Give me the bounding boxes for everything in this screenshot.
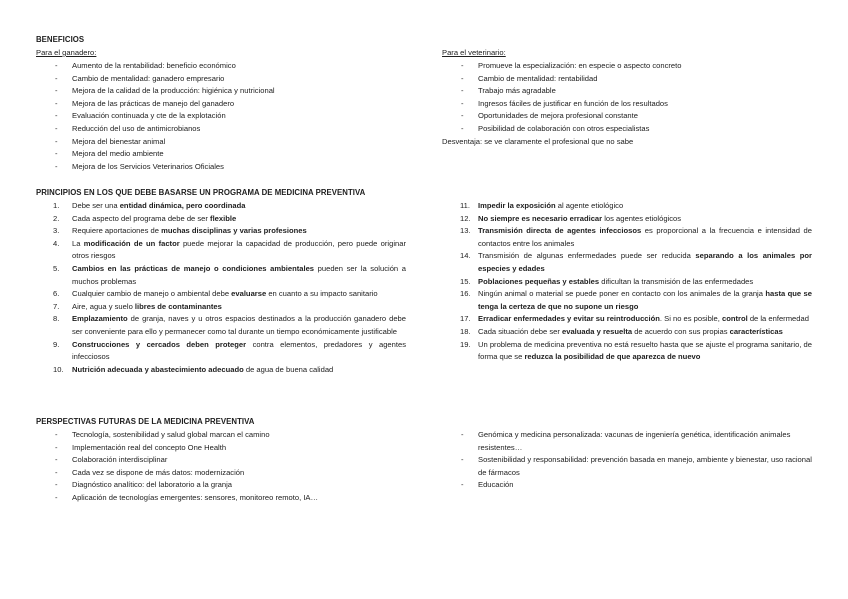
principle-item (442, 313, 812, 326)
item-number: 12. (460, 213, 471, 223)
principle-item (36, 313, 406, 338)
list-item: - Sostenibilidad y responsabilidad: prevención basada en manejo, ambiente y bienestar, uso racional de fármacos (442, 454, 812, 479)
perspectivas-right-list (442, 429, 812, 492)
text: puede mejorar la capacidad de producción, pero puede originar otros riesgos (72, 238, 406, 261)
principle-item (36, 200, 406, 213)
principle-item (442, 225, 812, 250)
bold-text: Nutrición adecuada y abastecimiento adecuado (72, 364, 244, 374)
bold-text: hasta que se tenga la certeza de que no supone un riesgo (478, 289, 812, 311)
bold-text: muchas disciplinas y varias profesiones (161, 226, 307, 236)
item-number: 3. (53, 226, 60, 236)
text: de agua de buena calidad (243, 364, 334, 374)
list-item: - Mejora de la calidad de la producción: higiénica y nutricional (36, 85, 426, 98)
principle-item (442, 326, 812, 339)
item-number: 5. (53, 263, 60, 273)
veterinario-list (442, 60, 822, 136)
item-number: 6. (53, 289, 60, 299)
principle-item (442, 288, 812, 313)
bold-text: flexible (210, 213, 237, 223)
principle-item (442, 339, 812, 364)
item-number: 7. (53, 301, 60, 311)
principle-item (36, 364, 406, 377)
text: pueden ser la solución a muchos problemas (72, 263, 406, 286)
perspectivas-left-list (36, 429, 426, 505)
text: . Si no es posible, (659, 314, 722, 324)
item-number: 8. (53, 314, 60, 324)
list-item: - Mejora de las prácticas de manejo del ganadero (36, 98, 426, 111)
text: Debe ser una (72, 201, 120, 210)
principle-item (442, 200, 812, 213)
veterinario-heading: Para el veterinario: (442, 48, 506, 57)
text: La (72, 238, 84, 248)
principios-title: PRINCIPIOS EN LOS QUE DEBE BASARSE UN PROGRAMA DE MEDICINA PREVENTIVA (36, 188, 366, 197)
bold-text: Construcciones y cercados deben proteger (72, 339, 247, 349)
principle-item (36, 213, 406, 226)
bold-text: entidad dinámica, pero coordinada (119, 201, 246, 210)
bold-text: Impedir la exposición (478, 201, 556, 210)
text: los agentes etiológicos (602, 213, 682, 223)
principle-item (36, 288, 406, 301)
list-item: - Evaluación continuada y cte de la explotación (36, 110, 426, 123)
list-item: - Ingresos fáciles de justificar en función de los resultados (442, 98, 822, 111)
item-number: 9. (53, 339, 60, 349)
bold-text: Erradicar enfermedades y evitar su reintroducción (478, 314, 660, 324)
bold-text: Emplazamiento (72, 314, 128, 324)
principle-item (36, 238, 406, 263)
item-number: 17. (460, 314, 471, 324)
bold-text: reduzca la posibilidad de que aparezca de nuevo (524, 352, 701, 362)
list-item: - Mejora de los Servicios Veterinarios Oficiales (36, 161, 426, 174)
ganadero-list-container (36, 60, 426, 173)
list-item: - Aplicación de tecnologías emergentes: sensores, monitoreo remoto, IA… (36, 492, 426, 505)
text: de granja, naves y u otros espacios destinados a la producción ganadero debe ser conveniente para ello y permanecer como tal durante un tiempo económicamente justificable (72, 314, 406, 336)
text: Un problema de medicina preventiva no está resuelto hasta que se ajuste el programa sanitario, de forma que se (478, 339, 812, 362)
item-number: 16. (460, 289, 471, 299)
bold-text: evaluarse (231, 289, 267, 299)
perspectivas-right-container (442, 429, 812, 492)
list-item: - Colaboración interdisciplinar (36, 454, 426, 467)
list-item: - Cambio de mentalidad: rentabilidad (442, 73, 822, 86)
list-item: - Oportunidades de mejora profesional constante (442, 110, 822, 123)
text: Cada situación debe ser (478, 326, 563, 336)
bold-text: libres de contaminantes (134, 301, 222, 311)
bold-text: Cambios en las prácticas de manejo o condiciones ambientales (72, 263, 315, 273)
bold-text: Transmisión directa de agentes infecciosos (478, 226, 642, 236)
bold-text: Poblaciones pequeñas y estables (478, 276, 600, 286)
text: Ningún animal o material se puede poner en contacto con los animales de la granja (478, 289, 766, 299)
bold-text: control (721, 314, 748, 324)
principle-item (36, 225, 406, 238)
bold-text: características (729, 326, 783, 336)
list-item: - Trabajo más agradable (442, 85, 822, 98)
principios-left-list (36, 200, 406, 376)
principle-item (442, 276, 812, 289)
beneficios-title: BENEFICIOS (36, 35, 85, 44)
principle-item (442, 213, 812, 226)
item-number: 13. (460, 226, 471, 236)
item-number: 2. (53, 213, 60, 223)
list-item: - Cambio de mentalidad: ganadero empresario (36, 73, 426, 86)
item-number: 1. (53, 201, 60, 210)
text: es proporcional a la frecuencia e intensidad de contactos entre los animales (478, 226, 812, 248)
list-item: - Reducción del uso de antimicrobianos (36, 123, 426, 136)
bold-text: No siempre es necesario erradicar (478, 213, 603, 223)
text: Cualquier cambio de manejo o ambiental debe (72, 289, 232, 299)
principios-right-list (442, 200, 812, 364)
principle-item (36, 263, 406, 288)
list-item: - Tecnología, sostenibilidad y salud global marcan el camino (36, 429, 426, 442)
list-item: - Mejora del bienestar animal (36, 136, 426, 149)
text: de la enfermedad (747, 314, 809, 324)
perspectivas-left-container (36, 429, 426, 505)
item-number: 10. (53, 364, 64, 374)
text: Cada aspecto del programa debe de ser (72, 213, 211, 223)
text: contra elementos, predadores y agentes infecciosos (72, 339, 406, 362)
desventaja-text: Desventaja: se ve claramente el profesional que no sabe (442, 137, 634, 146)
list-item: - Posibilidad de colaboración con otros especialistas (442, 123, 822, 136)
bold-text: separando a los animales por especies y edades (478, 251, 812, 273)
principle-item (36, 339, 406, 364)
item-number: 19. (460, 339, 471, 349)
principios-left-container (36, 200, 406, 376)
item-number: 4. (53, 238, 60, 248)
list-item: - Genómica y medicina personalizada: vacunas de ingeniería genética, identificación animales resistentes… (442, 429, 812, 454)
text: dificultan la transmisión de las enfermedades (599, 276, 754, 286)
bold-text: evaluada y resuelta (562, 326, 633, 336)
bold-text: modificación de un factor (83, 238, 180, 248)
text: al agente etiológico (555, 201, 624, 210)
list-item: - Educación (442, 479, 812, 492)
ganadero-heading: Para el ganadero: (36, 48, 97, 57)
text: Transmisión de algunas enfermedades puede ser reducida (478, 251, 696, 261)
perspectivas-title: PERSPECTIVAS FUTURAS DE LA MEDICINA PREVENTIVA (36, 417, 255, 426)
list-item: - Promueve la especialización: en especie o aspecto concreto (442, 60, 822, 73)
text: en cuanto a su impacto sanitario (266, 289, 378, 299)
item-number: 11. (460, 201, 470, 210)
veterinario-list-container (442, 60, 822, 136)
principios-right-container (442, 200, 812, 364)
item-number: 18. (460, 326, 471, 336)
text: Aire, agua y suelo (72, 301, 135, 311)
item-number: 14. (460, 251, 471, 261)
list-item: - Mejora del medio ambiente (36, 148, 426, 161)
list-item: - Aumento de la rentabilidad: beneficio económico (36, 60, 426, 73)
principle-item (442, 250, 812, 275)
ganadero-list (36, 60, 426, 173)
text: de acuerdo con sus propias (632, 326, 730, 336)
item-number: 15. (460, 276, 471, 286)
list-item: - Diagnóstico analítico: del laboratorio a la granja (36, 479, 426, 492)
text: Requiere aportaciones de (72, 226, 162, 236)
principle-item (36, 301, 406, 314)
list-item: - Cada vez se dispone de más datos: modernización (36, 467, 426, 480)
list-item: - Implementación real del concepto One Health (36, 442, 426, 455)
